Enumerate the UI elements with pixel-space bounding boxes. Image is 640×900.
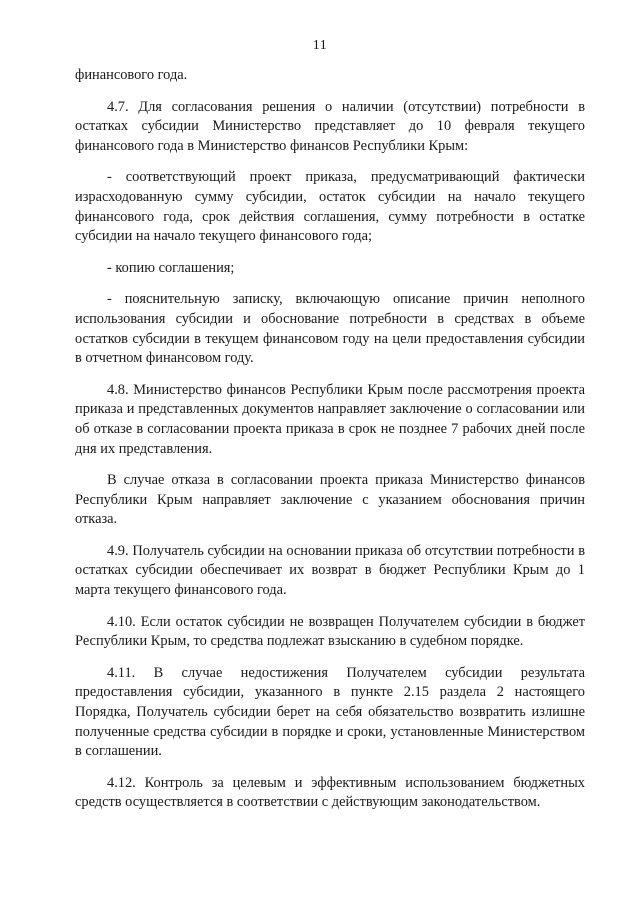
paragraph-4-8: 4.8. Министерство финансов Республики Крым после рассмотрения проекта приказа и представленных документов направляет заключение о согласовании или об отказе в согласовании проекта приказа в срок не позднее 7 рабочих дней после дня их представления. <box>75 381 585 457</box>
paragraph-4-10: 4.10. Если остаток субсидии не возвращен Получателем субсидии в бюджет Республики Крым, то средства подлежат взысканию в судебном порядке. <box>75 613 585 650</box>
page-number: 11 <box>312 38 328 53</box>
list-item-draft-order: - соответствующий проект приказа, предусматривающий фактически израсходованную сумму субсидии, остаток субсидии на начало текущего финансового года, срок действия соглашения, сумму потребности в остатке субсидии на начало текущего финансового года; <box>75 169 585 245</box>
paragraph-4-11: 4.11. В случае недостижения Получателем субсидии результата предоставления субсидии, указанного в пункте 2.15 раздела 2 настоящего Порядка, Получатель субсидии берет на себя обязательство возвратить излишне полученные средства субсидии в порядке и сроки, установленные Министерством в соглашении. <box>75 664 585 760</box>
paragraph-refusal: В случае отказа в согласовании проекта приказа Министерство финансов Республики Крым направляет заключение с указанием обоснования причин отказа. <box>75 472 585 528</box>
list-item-explanatory-note: - пояснительную записку, включающую описание причин неполного использования субсидии и обоснование потребности в средствах в объеме остатков субсидии в текущем финансовом году на цели предоставления субсидии в отчетном финансовом году. <box>75 291 585 367</box>
list-item-agreement-copy: - копию соглашения; <box>107 259 235 276</box>
paragraph-4-9: 4.9. Получатель субсидии на основании приказа об отсутствии потребности в остатках субсидии обеспечивает их возврат в бюджет Республики Крым до 1 марта текущего финансового года. <box>75 542 585 599</box>
paragraph-4-7: 4.7. Для согласования решения о наличии (отсутствии) потребности в остатках субсидии Министерство представляет до 10 февраля текущего финансового года в Министерство финансов Республики Крым: <box>75 98 585 154</box>
paragraph-4-12: 4.12. Контроль за целевым и эффективным использованием бюджетных средств осуществляется в соответствии с действующим законодательством. <box>75 774 585 811</box>
paragraph-continuation: финансового года. <box>75 67 188 83</box>
document-body <box>75 66 585 825</box>
